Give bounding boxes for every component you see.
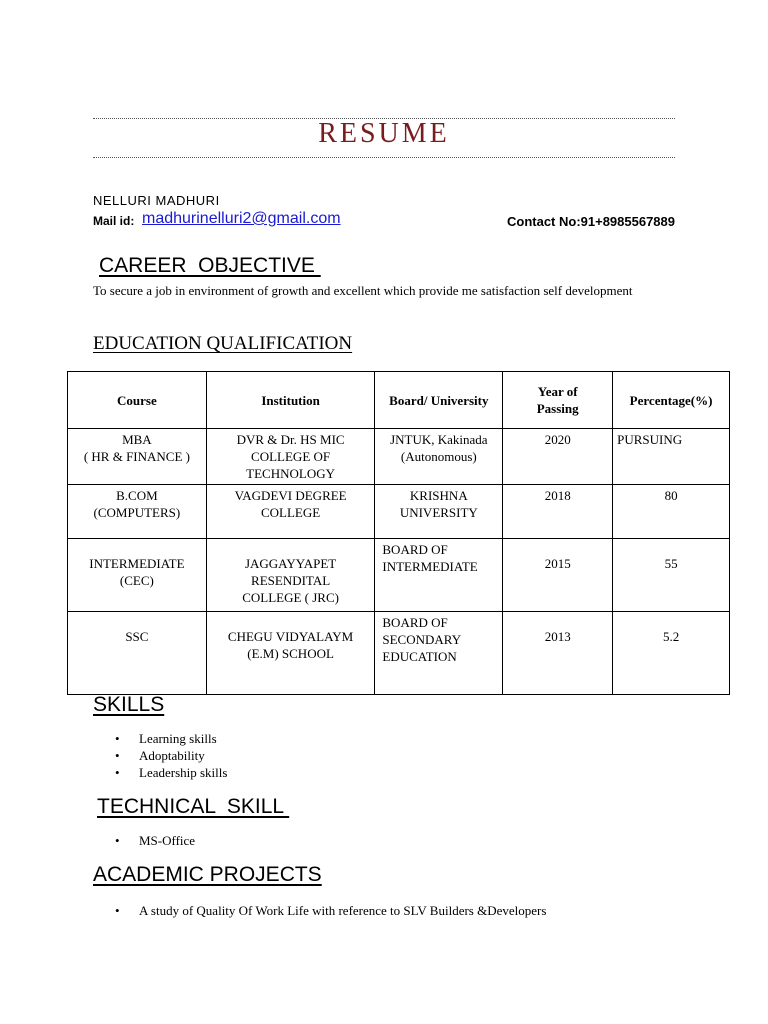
cell-text: RESENDITAL	[251, 573, 331, 588]
education-heading: EDUCATION QUALIFICATION	[93, 333, 353, 354]
list-item: • MS-Office	[115, 832, 195, 849]
contact-number: Contact No:91+8985567889	[506, 214, 675, 229]
cell-text: INTERMEDIATE	[89, 556, 185, 571]
table-cell-year: 2018	[503, 485, 613, 539]
cell-text: DVR & Dr. HS MIC	[236, 432, 345, 447]
table-cell-percentage: 80	[613, 485, 730, 539]
cell-text: MBA	[122, 432, 152, 447]
cell-text: CHEGU VIDYALAYM	[227, 629, 354, 644]
skills-heading: SKILLS	[93, 693, 165, 716]
table-row	[68, 485, 730, 539]
cell-text: (Autonomous)	[400, 449, 477, 464]
cell-text: (E.M) SCHOOL	[247, 646, 334, 661]
table-cell-year: 2020	[503, 429, 613, 485]
table-cell-percentage: PURSUING	[613, 429, 730, 485]
cell-text: TECHNOLOGY	[246, 466, 335, 481]
cell-text: COLLEGE	[260, 505, 321, 520]
page-title: RESUME	[318, 118, 450, 149]
column-header	[503, 372, 613, 429]
table-cell-course	[68, 485, 207, 539]
cell-text: (COMPUTERS)	[93, 505, 181, 520]
cell-text: EDUCATION	[382, 649, 457, 664]
table-cell-institution	[206, 429, 375, 485]
table-cell-year: 2015	[503, 539, 613, 612]
cell-text: (CEC)	[119, 573, 154, 588]
cell-text: KRISHNA	[409, 488, 468, 503]
contact-row	[93, 210, 675, 232]
list-item: • Learning skills	[115, 730, 227, 747]
skills-list	[115, 730, 227, 781]
cell-text: BOARD OF	[382, 542, 448, 557]
cell-text: COLLEGE ( JRC)	[242, 590, 339, 605]
academic-projects-list	[115, 902, 546, 919]
table-cell-course: SSC	[68, 612, 207, 695]
cell-text: JAGGAYYAPET	[244, 556, 337, 571]
cell-text: UNIVERSITY	[399, 505, 478, 520]
education-table	[67, 371, 730, 695]
career-objective-text: To secure a job in environment of growth and excellent which provide me satisfaction self development	[93, 283, 633, 298]
list-item: • A study of Quality Of Work Life with reference to SLV Builders &Developers	[115, 902, 546, 919]
technical-skill-heading: TECHNICAL SKILL	[97, 795, 290, 818]
column-header: Institution	[206, 372, 375, 429]
technical-skill-list	[115, 832, 195, 849]
list-item: • Leadership skills	[115, 764, 227, 781]
table-cell-percentage: 55	[613, 539, 730, 612]
mail-label: Mail id:	[93, 214, 135, 228]
cell-text: INTERMEDIATE	[382, 559, 478, 574]
table-row	[68, 429, 730, 485]
column-header-text: Year of Passing	[536, 384, 579, 416]
candidate-name: NELLURI MADHURI	[93, 193, 220, 208]
cell-text: JNTUK, Kakinada	[390, 432, 488, 447]
table-cell-board	[375, 485, 503, 539]
table-row	[68, 539, 730, 612]
academic-projects-heading: ACADEMIC PROJECTS	[93, 863, 322, 886]
table-cell-institution	[206, 539, 375, 612]
list-item: • Adoptability	[115, 747, 227, 764]
cell-text: BOARD OF	[382, 615, 448, 630]
cell-text: B.COM	[116, 488, 158, 503]
table-cell-course	[68, 539, 207, 612]
bottom-dotted-rule	[93, 157, 675, 158]
table-cell-course	[68, 429, 207, 485]
table-cell-board	[375, 612, 503, 695]
cell-text: ( HR & FINANCE )	[83, 449, 190, 464]
table-row	[68, 612, 730, 695]
table-cell-institution	[206, 612, 375, 695]
column-header: Board/ University	[375, 372, 503, 429]
cell-text: VAGDEVI DEGREE	[234, 488, 347, 503]
table-cell-board	[375, 429, 503, 485]
column-header: Course	[68, 372, 207, 429]
email-link[interactable]: madhurinelluri2@gmail.com	[142, 210, 341, 227]
table-header-row	[68, 372, 730, 429]
table-cell-board	[375, 539, 503, 612]
column-header: Percentage(%)	[613, 372, 730, 429]
cell-text: COLLEGE OF	[251, 449, 331, 464]
career-objective-heading: CAREER OBJECTIVE	[99, 254, 321, 277]
cell-text: SECONDARY	[382, 632, 462, 647]
table-cell-year: 2013	[503, 612, 613, 695]
table-cell-percentage: 5.2	[613, 612, 730, 695]
table-cell-institution	[206, 485, 375, 539]
